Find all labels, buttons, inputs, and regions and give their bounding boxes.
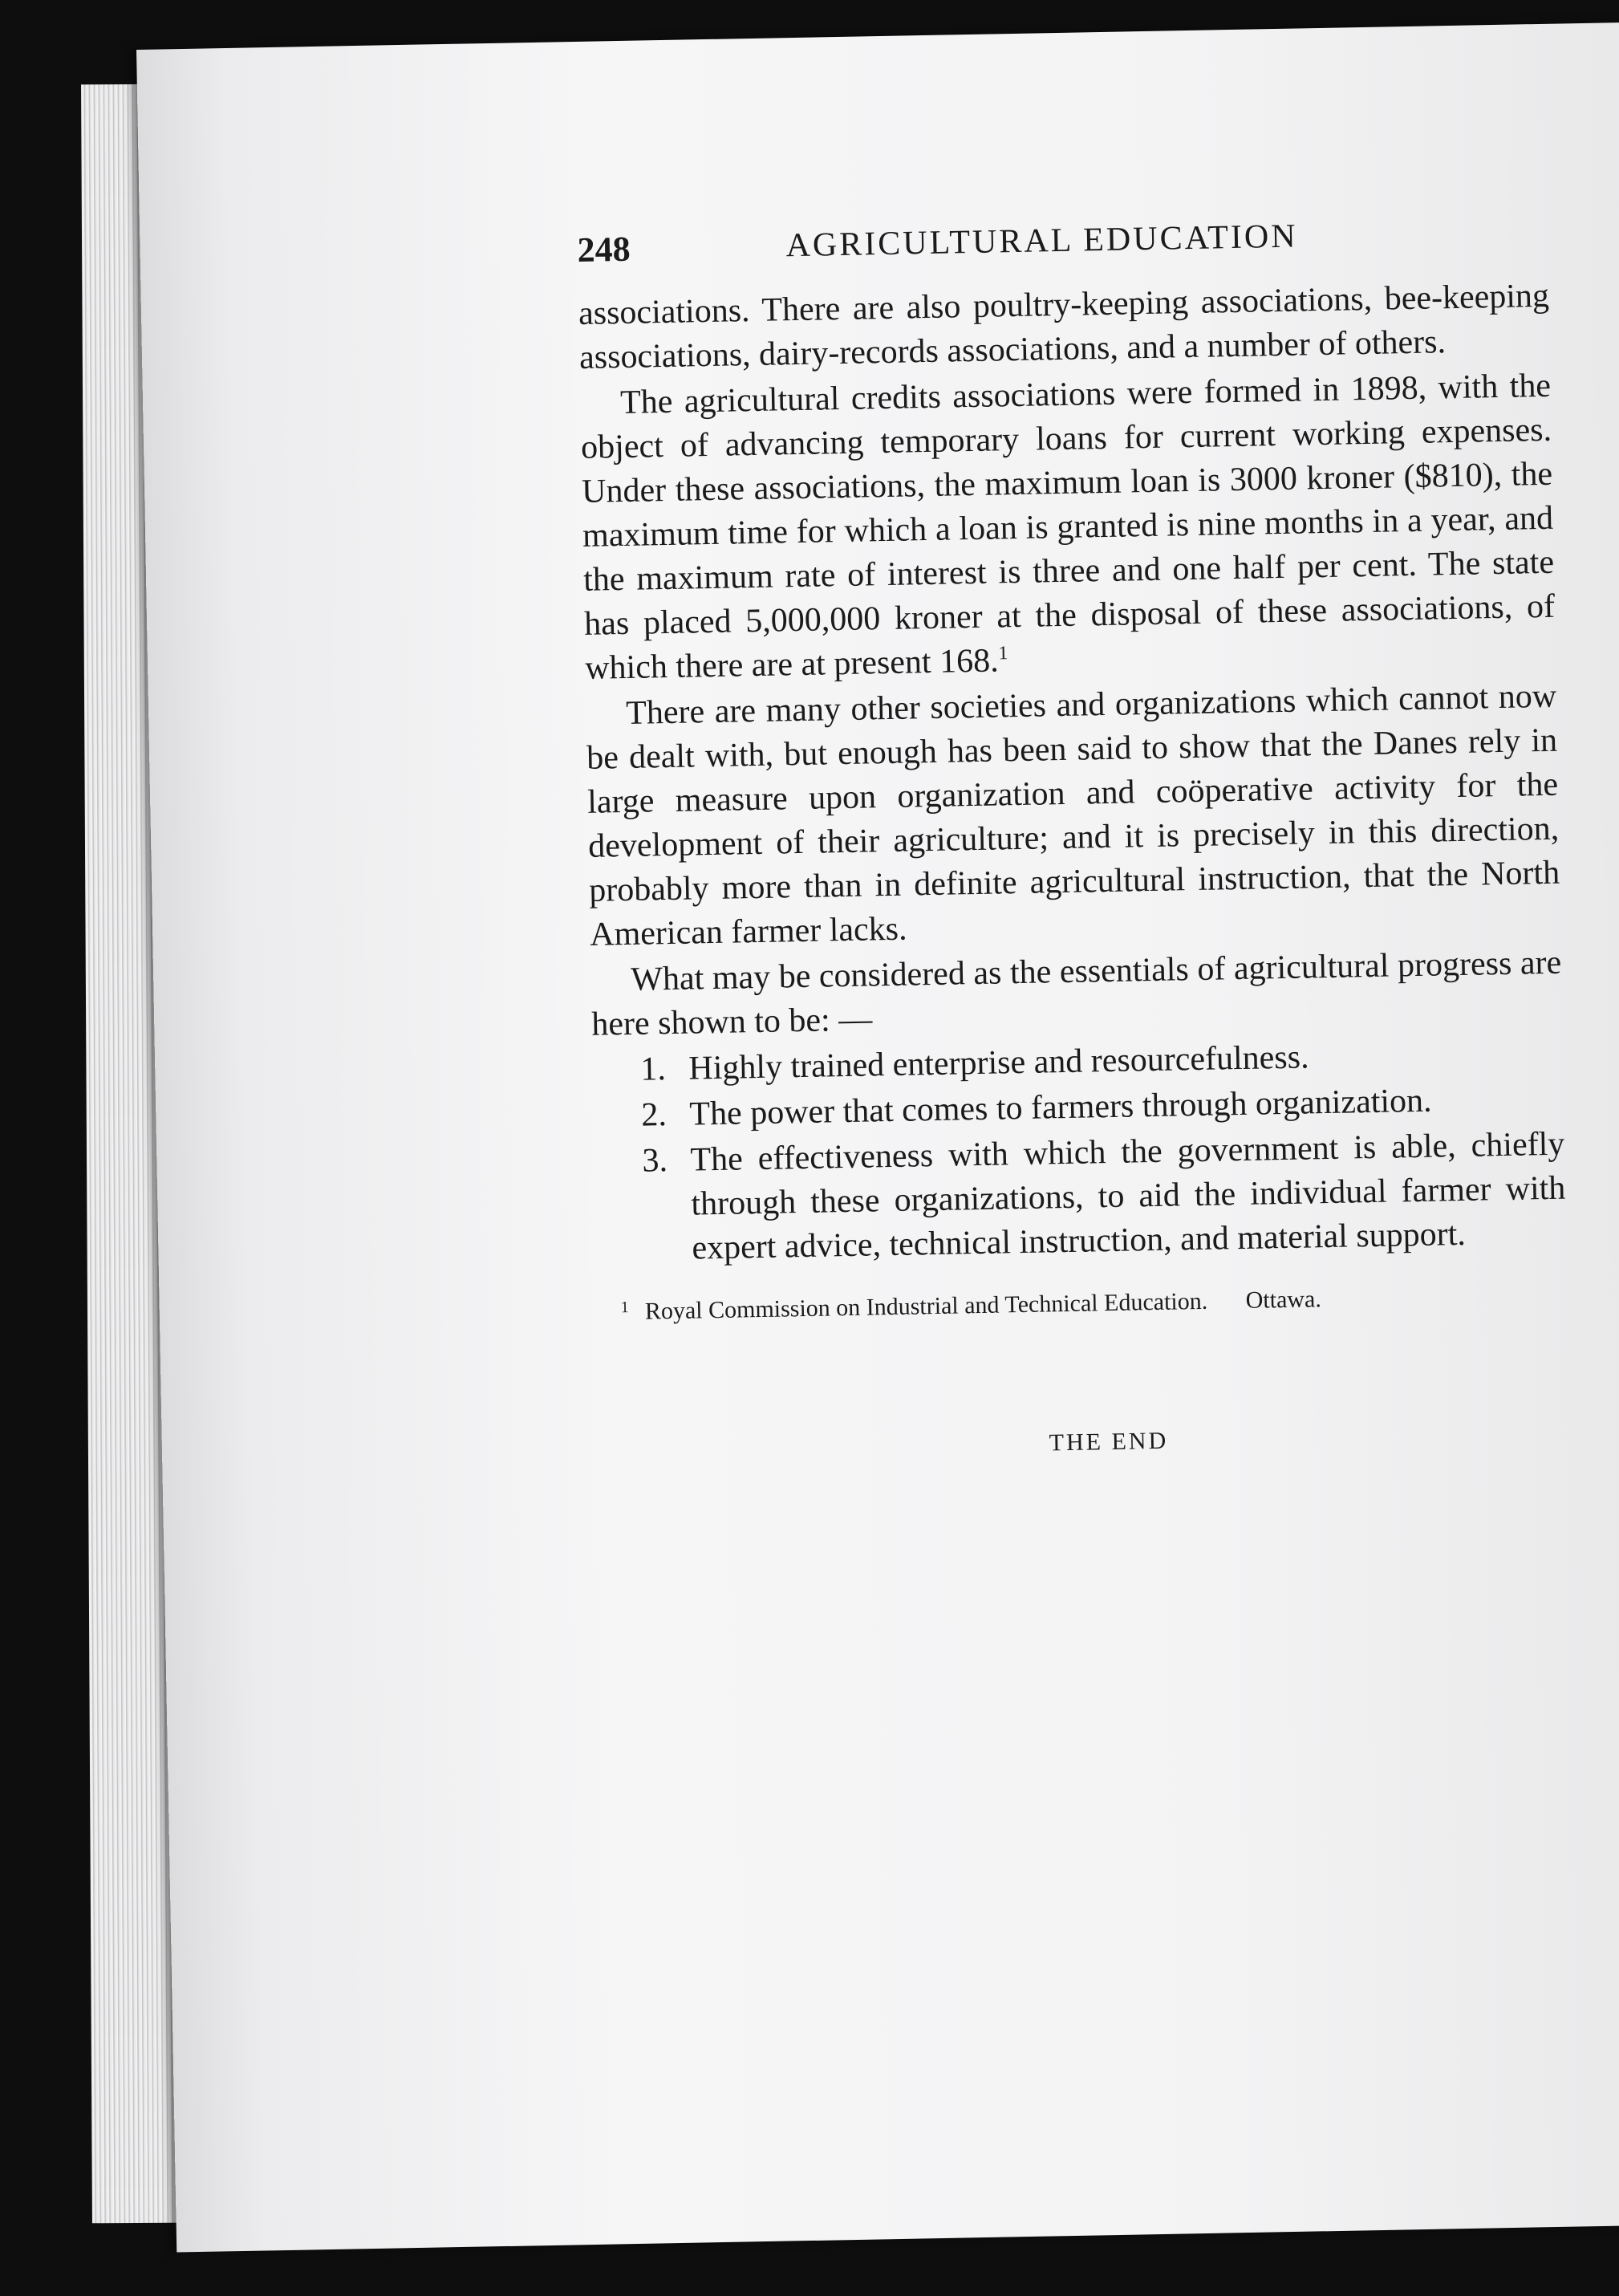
running-title: AGRICULTURAL EDUCATION [785,217,1298,265]
list-item-number: 1. [639,1050,667,1088]
page-content [577,210,1570,1473]
paragraph-other-societies: There are many other societies and organizations which cannot now be dealt with, but enough has been said to show that the Danes rely in large measure upon organization and coöperative activity for the development of their agriculture; and it is precisely in this direction, probably more than in definite agricultural instruction, that the North American farmer lacks. [586,677,1560,953]
list-item-number: 3. [642,1142,668,1180]
footnote-text: Royal Commission on Industrial and Technical Education. [644,1287,1208,1325]
list-item [594,1123,1567,1273]
paragraph-continuation: associations. There are also poultry-keeping associations, bee-keeping associations, dairy-records associations, and a number of others. [578,277,1550,376]
page-sheet [136,22,1619,2253]
list-item-number: 2. [641,1096,667,1134]
footnote-place: Ottawa. [1245,1286,1322,1314]
list-item-text: Highly trained enterprise and resourcefulness. [688,1038,1309,1087]
page-number: 248 [577,229,631,270]
paragraph-essentials-intro: What may be considered as the essentials of agricultural progress are here shown to be: — [590,944,1562,1043]
list-item-text: The effectiveness with which the government is able, chiefly through these organizations, to aid the individual farmer with expert advice, technical instruction, and material support. [690,1125,1566,1267]
footnote [597,1279,1568,1329]
footnote-marker: 1 [620,1298,630,1317]
closing-the-end: THE END [1049,1427,1169,1457]
essentials-list [592,1031,1567,1273]
list-item-text: The power that comes to farmers through organization. [689,1082,1432,1133]
running-head [577,210,1548,276]
footnote-reference: 1 [998,643,1008,664]
paragraph-credits-text: The agricultural credits associations were formed in 1898, with the object of advancing temporary loans for current working expenses. Under these associations, the maximum loan is 3000 kroner ($810), the maximum time for which a loan is granted is nine months in a year, and the maximum rate of interest is three and one half per cent. The state has placed 5,000,000 kroner at the disposal of these associations, of which there are at present 168. [580,367,1556,687]
paragraph-credits-associations [580,364,1556,691]
